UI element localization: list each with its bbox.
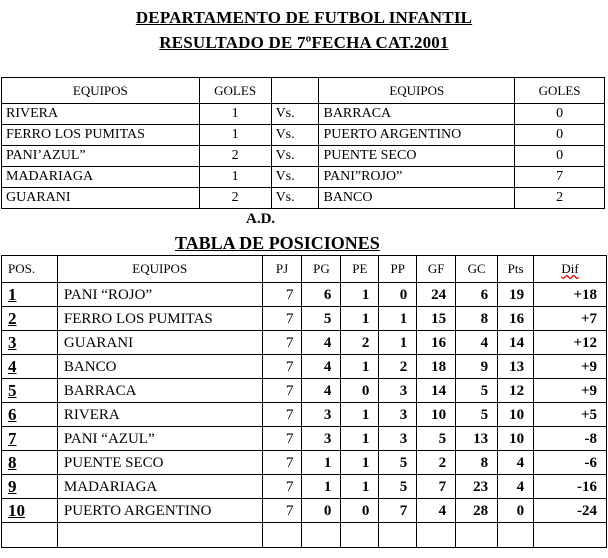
stat-pe: 1: [341, 475, 379, 499]
home-goals: 1: [199, 125, 271, 146]
stat-dif: +9: [534, 379, 607, 403]
empty-cell: [262, 523, 302, 548]
col-header-equipos: EQUIPOS: [2, 78, 200, 104]
stat-pg: 4: [302, 355, 341, 379]
empty-cell: [379, 523, 417, 548]
empty-cell: [2, 523, 58, 548]
stat-gf: 18: [417, 355, 456, 379]
stat-dif: +9: [534, 355, 607, 379]
stat-pe: 0: [341, 499, 379, 523]
stat-pg: 6: [302, 283, 341, 307]
team-name: PUENTE SECO: [57, 451, 262, 475]
standings-row: [2, 475, 607, 499]
stat-pp: 3: [379, 379, 417, 403]
col-header-dif: [534, 256, 607, 283]
col-header-equipos: EQUIPOS: [57, 256, 262, 283]
away-goals: 2: [515, 188, 605, 209]
stat-gf: 16: [417, 331, 456, 355]
empty-row: [2, 523, 607, 548]
stat-pe: 1: [341, 307, 379, 331]
stat-gf: 14: [417, 379, 456, 403]
col-header-gc: GC: [456, 256, 498, 283]
stat-pp: 2: [379, 355, 417, 379]
stat-pg: 4: [302, 331, 341, 355]
stat-dif: +7: [534, 307, 607, 331]
away-team: PANI”ROJO”: [319, 167, 515, 188]
stat-pts: 4: [498, 451, 534, 475]
vs-label: Vs.: [271, 125, 319, 146]
vs-label: Vs.: [271, 104, 319, 125]
stat-dif: -8: [534, 427, 607, 451]
stat-gf: 10: [417, 403, 456, 427]
position-number: 10: [2, 499, 58, 523]
stat-pe: 1: [341, 451, 379, 475]
empty-cell: [417, 523, 456, 548]
team-name: PANI “AZUL”: [57, 427, 262, 451]
col-header-pos: POS.: [2, 256, 58, 283]
stat-pp: 1: [379, 331, 417, 355]
away-goals: 0: [515, 125, 605, 146]
stat-dif: +18: [534, 283, 607, 307]
standings-row: [2, 283, 607, 307]
away-team: PUENTE SECO: [319, 146, 515, 167]
stat-pp: 7: [379, 499, 417, 523]
away-goals: 0: [515, 104, 605, 125]
home-team: GUARANI: [2, 188, 200, 209]
home-goals: 2: [199, 188, 271, 209]
stat-pp: 5: [379, 475, 417, 499]
results-header-row: [2, 78, 605, 104]
team-name: BANCO: [57, 355, 262, 379]
position-number: 5: [2, 379, 58, 403]
empty-cell: [341, 523, 379, 548]
stat-pe: 2: [341, 331, 379, 355]
stat-pts: 19: [498, 283, 534, 307]
stat-gc: 4: [456, 331, 498, 355]
stat-pts: 10: [498, 427, 534, 451]
played-count: 7: [262, 475, 302, 499]
team-name: MADARIAGA: [57, 475, 262, 499]
played-count: 7: [262, 283, 302, 307]
standings-table: [1, 255, 607, 548]
stat-gf: 15: [417, 307, 456, 331]
vs-label: Vs.: [271, 146, 319, 167]
match-row: [2, 125, 605, 146]
vs-label: Vs.: [271, 188, 319, 209]
col-header-goles: GOLES: [199, 78, 271, 104]
match-row: [2, 104, 605, 125]
played-count: 7: [262, 427, 302, 451]
stat-dif: +12: [534, 331, 607, 355]
stat-dif: +5: [534, 403, 607, 427]
played-count: 7: [262, 403, 302, 427]
dif-header-text: Dif: [561, 261, 579, 276]
match-row: [2, 188, 605, 209]
col-header-equipos: EQUIPOS: [319, 78, 515, 104]
ad-label: A.D.: [246, 211, 276, 227]
home-goals: 2: [199, 146, 271, 167]
stat-gc: 23: [456, 475, 498, 499]
home-team: FERRO LOS PUMITAS: [2, 125, 200, 146]
away-team: BARRACA: [319, 104, 515, 125]
team-name: GUARANI: [57, 331, 262, 355]
empty-cell: [498, 523, 534, 548]
stat-pg: 4: [302, 379, 341, 403]
standings-row: [2, 379, 607, 403]
stat-gc: 5: [456, 379, 498, 403]
col-header-blank: [271, 78, 319, 104]
match-row: [2, 167, 605, 188]
stat-pg: 0: [302, 499, 341, 523]
played-count: 7: [262, 499, 302, 523]
standings-row: [2, 331, 607, 355]
position-number: 7: [2, 427, 58, 451]
home-goals: 1: [199, 104, 271, 125]
position-number: 9: [2, 475, 58, 499]
position-number: 8: [2, 451, 58, 475]
standings-row: [2, 355, 607, 379]
empty-cell: [534, 523, 607, 548]
stat-pts: 14: [498, 331, 534, 355]
standings-row: [2, 427, 607, 451]
team-name: BARRACA: [57, 379, 262, 403]
col-header-pe: PE: [341, 256, 379, 283]
team-name: PANI “ROJO”: [57, 283, 262, 307]
col-header-gf: GF: [417, 256, 456, 283]
stat-dif: -16: [534, 475, 607, 499]
played-count: 7: [262, 307, 302, 331]
position-number: 6: [2, 403, 58, 427]
stat-pp: 5: [379, 451, 417, 475]
position-number: 3: [2, 331, 58, 355]
stat-pg: 5: [302, 307, 341, 331]
col-header-pp: PP: [379, 256, 417, 283]
stat-pts: 4: [498, 475, 534, 499]
stat-gc: 28: [456, 499, 498, 523]
standings-row: [2, 403, 607, 427]
vs-label: Vs.: [271, 167, 319, 188]
col-header-goles: GOLES: [515, 78, 605, 104]
standings-row: [2, 499, 607, 523]
stat-gf: 4: [417, 499, 456, 523]
home-team: PANI’AZUL”: [2, 146, 200, 167]
stat-gc: 8: [456, 451, 498, 475]
stat-pts: 13: [498, 355, 534, 379]
col-header-pg: PG: [302, 256, 341, 283]
home-team: MADARIAGA: [2, 167, 200, 188]
played-count: 7: [262, 331, 302, 355]
team-name: RIVERA: [57, 403, 262, 427]
stat-pts: 10: [498, 403, 534, 427]
match-row: [2, 146, 605, 167]
col-header-pts: Pts: [498, 256, 534, 283]
standings-title: TABLA DE POSICIONES: [175, 233, 380, 253]
played-count: 7: [262, 355, 302, 379]
stat-pe: 1: [341, 355, 379, 379]
position-number: 4: [2, 355, 58, 379]
stat-pp: 3: [379, 427, 417, 451]
stat-pe: 1: [341, 427, 379, 451]
played-count: 7: [262, 379, 302, 403]
stat-pg: 1: [302, 451, 341, 475]
position-number: 1: [2, 283, 58, 307]
played-count: 7: [262, 451, 302, 475]
stat-dif: -24: [534, 499, 607, 523]
stat-pp: 1: [379, 307, 417, 331]
stat-pts: 16: [498, 307, 534, 331]
stat-gc: 9: [456, 355, 498, 379]
stat-gf: 7: [417, 475, 456, 499]
stat-pp: 0: [379, 283, 417, 307]
empty-cell: [302, 523, 341, 548]
stat-pg: 3: [302, 403, 341, 427]
away-goals: 0: [515, 146, 605, 167]
away-goals: 7: [515, 167, 605, 188]
doc-title-line2: RESULTADO DE 7ºFECHA CAT.2001: [159, 33, 449, 52]
stat-gf: 5: [417, 427, 456, 451]
team-name: PUERTO ARGENTINO: [57, 499, 262, 523]
home-team: RIVERA: [2, 104, 200, 125]
stat-pe: 1: [341, 283, 379, 307]
stat-pts: 12: [498, 379, 534, 403]
doc-title-line1: DEPARTAMENTO DE FUTBOL INFANTIL: [135, 8, 473, 27]
stat-pe: 1: [341, 403, 379, 427]
stat-gf: 2: [417, 451, 456, 475]
col-header-pj: PJ: [262, 256, 302, 283]
stat-gf: 24: [417, 283, 456, 307]
standings-row: [2, 307, 607, 331]
standings-header-row: [2, 256, 607, 283]
position-number: 2: [2, 307, 58, 331]
away-team: BANCO: [319, 188, 515, 209]
results-table: [1, 77, 605, 209]
stat-pts: 0: [498, 499, 534, 523]
stat-dif: -6: [534, 451, 607, 475]
away-team: PUERTO ARGENTINO: [319, 125, 515, 146]
empty-cell: [57, 523, 262, 548]
empty-cell: [456, 523, 498, 548]
stat-gc: 8: [456, 307, 498, 331]
stat-gc: 13: [456, 427, 498, 451]
stat-gc: 6: [456, 283, 498, 307]
stat-pp: 3: [379, 403, 417, 427]
standings-row: [2, 451, 607, 475]
team-name: FERRO LOS PUMITAS: [57, 307, 262, 331]
home-goals: 1: [199, 167, 271, 188]
stat-pe: 0: [341, 379, 379, 403]
stat-pg: 3: [302, 427, 341, 451]
stat-gc: 5: [456, 403, 498, 427]
stat-pg: 1: [302, 475, 341, 499]
